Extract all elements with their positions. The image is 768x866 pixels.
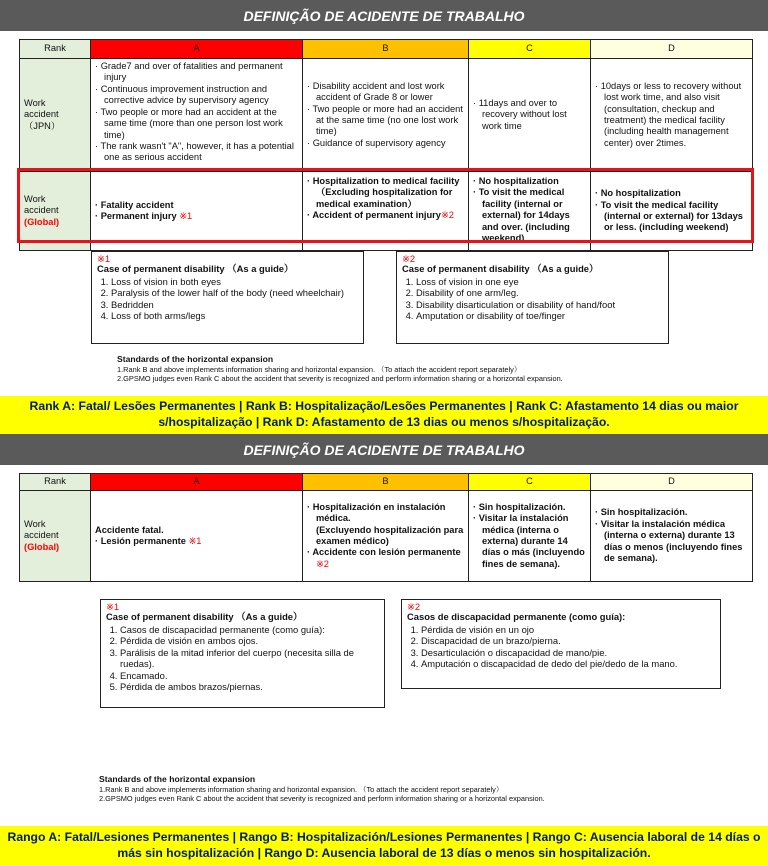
rank-header: Rank [20, 474, 91, 491]
note-title: Casos de discapacidad permanente (como guía): [407, 611, 626, 623]
note-title: Case of permanent disability （As a guide） [97, 263, 294, 275]
bottom-rank-table [19, 473, 753, 582]
global-rank-b-cell: · Hospitalization to medical facility （Excluding hospitalization for medical examination） · Accident of permanent injury※2 [303, 172, 469, 251]
note-mark: ※1 [97, 253, 111, 264]
list-item: 3. Bedridden [111, 299, 358, 310]
jpn-row [20, 59, 753, 172]
list-item: 4. Loss of both arms/legs [111, 310, 358, 321]
global-rank-c-cell: · No hospitalization · To visit the medical facility (internal or external) for 14days and over. (including weekend) [469, 172, 591, 251]
note-mark: ※2 [402, 253, 416, 264]
list-item: 3. Parálisis de la mitad inferior del cuerpo (necesita silla de ruedas). [120, 647, 379, 670]
rank-c-header: C [469, 40, 591, 59]
rank-d-header: D [591, 40, 753, 59]
jpn-rank-b-cell [303, 59, 469, 172]
list-item: 1. Casos de discapacidad permanente (como guía): [120, 624, 379, 635]
list-item: 4. Amputation or disability of toe/finger [416, 310, 663, 321]
list-item: 2. Pérdida de visión en ambos ojos. [120, 635, 379, 646]
standards-title: Standards of the horizontal expansion [99, 774, 256, 784]
list-item: 2. Paralysis of the lower half of the body (need wheelchair) [111, 287, 358, 298]
top-note-2 [396, 251, 669, 344]
note-list [97, 276, 358, 322]
list-item: 1. Loss of vision in one eye [416, 276, 663, 287]
list-item: 5. Pérdida de ambos brazos/piernas. [120, 681, 379, 692]
rank-a-header: A [91, 474, 303, 491]
global-row-label: Work accident (Global) [20, 491, 91, 582]
bottom-note-1 [100, 599, 385, 708]
global-rank-a-cell: · Fatality accident · Permanent injury ※1 [91, 172, 303, 251]
list-item: 1. Pérdida de visión en un ojo [421, 624, 715, 635]
standards-line: 1.Rank B and above implements information sharing and horizontal expansion. （To attach the accident report separately） [99, 784, 504, 794]
global-rank-d-cell: · No hospitalization · To visit the medical facility (internal or external) for 13days or less. (including weekend) [591, 172, 753, 251]
jpn-b-item: · Two people or more had an accident at the same time (no one lost work time) [307, 103, 463, 137]
jpn-rank-c-cell [469, 59, 591, 172]
top-banner: DEFINIÇÃO DE ACIDENTE DE TRABALHO [0, 0, 768, 31]
list-item: 4. Amputación o discapacidad de dedo del pie/dedo de la mano. [421, 658, 715, 669]
bottom-banner: DEFINIÇÃO DE ACIDENTE DE TRABALHO [0, 434, 768, 465]
note-title: Case of permanent disability （As a guide） [106, 611, 303, 623]
note-list [106, 624, 379, 693]
jpn-a-item: · The rank wasn't "A", however, it has a potential one as serious accident [95, 140, 294, 163]
top-standards [117, 354, 563, 383]
list-item: 1. Loss of vision in both eyes [111, 276, 358, 287]
bottom-standards [99, 774, 545, 803]
standards-line: 1.Rank B and above implements information sharing and horizontal expansion. （To attach the accident report separately） [117, 364, 522, 374]
jpn-row-label: Work accident （JPN） [20, 59, 91, 172]
list-item: 2. Disability of one arm/leg. [416, 287, 663, 298]
rank-b-header: B [303, 40, 469, 59]
jpn-c-item: · 11days and over to recovery without lost work time [473, 97, 567, 131]
jpn-d-item: · 10days or less to recovery without lost work time, and also visit (consultation, checkup and treatment) the medical facility (including health management center) over 2times. [595, 80, 742, 148]
list-item: 2. Discapacidad de un brazo/pierna. [421, 635, 715, 646]
note-list [407, 624, 715, 670]
rank-d-header: D [591, 474, 753, 491]
jpn-a-item: · Two people or more had an accident at the same time (more than one person lost work time) [95, 106, 283, 140]
list-item: 3. Disability disarticulation or disability of hand/foot [416, 299, 663, 310]
bottom-summary-bar: Rango A: Fatal/Lesiones Permanentes | Rango B: Hospitalización/Lesiones Permanentes | Rango C: Ausencia laboral de 14 días o más sin hospitalización | Rango D: Ausencia laboral de 13 días o menos sin hospitalización. [0, 826, 768, 866]
bottom-header-row [20, 474, 753, 491]
global-rank-d-cell: · Sin hospitalización. · Visitar la instalación médica (interna o externa) durante 13 días o menos (incluyendo fines de semana). [591, 491, 753, 582]
global-rank-c-cell: · Sin hospitalización. · Visitar la instalación médica (interna o externa) durante 14 días o más (incluyendo fines de semana). [469, 491, 591, 582]
global-row [20, 491, 753, 582]
note-title: Case of permanent disability （As a guide） [402, 263, 599, 275]
jpn-a-item: · Grade7 and over of fatalities and permanent injury [95, 61, 283, 83]
top-note-1 [91, 251, 364, 344]
note-list [402, 276, 663, 322]
list-item: 4. Encamado. [120, 670, 379, 681]
bottom-note-2 [401, 599, 721, 689]
jpn-b-item: · Disability accident and lost work accident of Grade 8 or lower [307, 80, 445, 103]
standards-line: 2.GPSMO judges even Rank C about the accident that severity is recognized and perform information sharing or a horizontal expansion. [117, 373, 563, 383]
rank-c-header: C [469, 474, 591, 491]
global-row-label: Work accident (Global) [20, 172, 91, 251]
global-rank-a-cell: Accidente fatal. · Lesión permanente ※1 [91, 491, 303, 582]
jpn-a-item: · Continuous improvement instruction and corrective advice by supervisory agency [95, 83, 269, 106]
standards-title: Standards of the horizontal expansion [117, 354, 274, 364]
rank-a-header: A [91, 40, 303, 59]
rank-b-header: B [303, 474, 469, 491]
jpn-rank-d-cell [591, 59, 753, 172]
list-item: 3. Desarticulación o discapacidad de mano/pie. [421, 647, 715, 658]
standards-line: 2.GPSMO judges even Rank C about the accident that severity is recognized and perform information sharing or a horizontal expansion. [99, 793, 545, 803]
note-mark: ※2 [407, 601, 421, 612]
note-mark: ※1 [106, 601, 120, 612]
jpn-rank-a-cell [91, 59, 303, 172]
global-row-highlight [17, 168, 754, 243]
jpn-b-item: · Guidance of supervisory agency [307, 137, 446, 148]
top-summary-bar: Rank A: Fatal/ Lesões Permanentes | Rank B: Hospitalização/Lesões Permanentes | Rank C: Afastamento 14 dias ou maior s/hospitalização | Rank D: Afastamento de 13 dias ou menos s/hospitalização. [0, 396, 768, 434]
rank-header: Rank [20, 40, 91, 59]
top-header-row [20, 40, 753, 59]
global-rank-b-cell: · Hospitalización en instalación médica. (Excluyendo hospitalización para examen médico) · Accidente con lesión permanente ※2 [303, 491, 469, 582]
